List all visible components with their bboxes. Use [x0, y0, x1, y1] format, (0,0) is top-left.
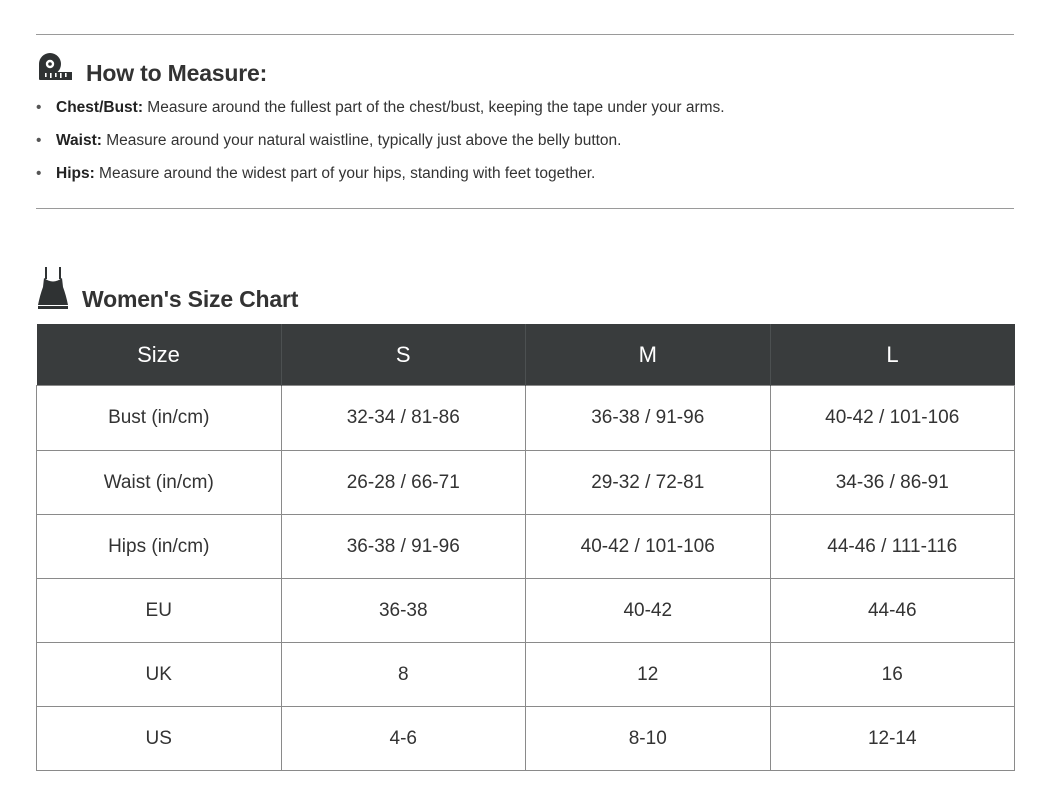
list-item-text: Measure around your natural waistline, typically just above the belly button. — [101, 132, 622, 149]
size-chart-title: Women's Size Chart — [82, 286, 299, 312]
table-cell: 40-42 / 101-106 — [526, 515, 771, 579]
table-row — [37, 643, 1015, 707]
table-cell: 8 — [281, 643, 526, 707]
list-item-term: Hips: — [56, 165, 95, 182]
table-cell: 44-46 — [770, 579, 1015, 643]
bullet-dot: • — [36, 99, 42, 116]
measuring-tape-icon — [36, 52, 74, 90]
camisole-icon — [36, 265, 70, 311]
list-item-text: Measure around the fullest part of the chest/bust, keeping the tape under your arms. — [142, 99, 725, 116]
size-chart-header — [36, 262, 298, 313]
table-cell: US — [37, 707, 282, 771]
table-cell: 36-38 / 91-96 — [526, 386, 771, 451]
list-item-chest — [36, 96, 725, 129]
table-cell: 12-14 — [770, 707, 1015, 771]
table-cell: 40-42 — [526, 579, 771, 643]
table-cell: 16 — [770, 643, 1015, 707]
list-item-term: Chest/Bust: — [56, 99, 143, 116]
table-cell: Bust (in/cm) — [37, 386, 282, 451]
table-cell: 36-38 — [281, 579, 526, 643]
table-cell: 12 — [526, 643, 771, 707]
table-cell: 4-6 — [281, 707, 526, 771]
table-row — [37, 451, 1015, 515]
column-header-size: Size — [37, 324, 282, 386]
column-header-l: L — [770, 324, 1015, 386]
list-item-hips — [36, 162, 725, 195]
table-cell: 32-34 / 81-86 — [281, 386, 526, 451]
table-cell: 8-10 — [526, 707, 771, 771]
table-cell: 36-38 / 91-96 — [281, 515, 526, 579]
column-header-m: M — [526, 324, 771, 386]
table-row — [37, 386, 1015, 451]
table-row — [37, 515, 1015, 579]
list-item-term: Waist: — [56, 132, 102, 149]
table-cell: 44-46 / 111-116 — [770, 515, 1015, 579]
table-cell: UK — [37, 643, 282, 707]
table-row — [37, 579, 1015, 643]
list-item-text: Measure around the widest part of your hips, standing with feet together. — [94, 165, 596, 182]
table-cell: Hips (in/cm) — [37, 515, 282, 579]
top-divider — [36, 34, 1014, 35]
bullet-dot: • — [36, 132, 42, 149]
table-header-row — [37, 324, 1015, 386]
how-to-measure-title: How to Measure: — [86, 59, 268, 86]
section-divider — [36, 208, 1014, 209]
table-cell: EU — [37, 579, 282, 643]
measure-instructions-list — [36, 96, 725, 195]
table-cell: 34-36 / 86-91 — [770, 451, 1015, 515]
table-cell: 26-28 / 66-71 — [281, 451, 526, 515]
size-chart-table — [36, 324, 1015, 771]
column-header-s: S — [281, 324, 526, 386]
bullet-dot: • — [36, 165, 42, 182]
how-to-measure-header — [36, 52, 267, 90]
table-cell: Waist (in/cm) — [37, 451, 282, 515]
table-cell: 29-32 / 72-81 — [526, 451, 771, 515]
table-cell: 40-42 / 101-106 — [770, 386, 1015, 451]
list-item-waist — [36, 129, 725, 162]
table-row — [37, 707, 1015, 771]
